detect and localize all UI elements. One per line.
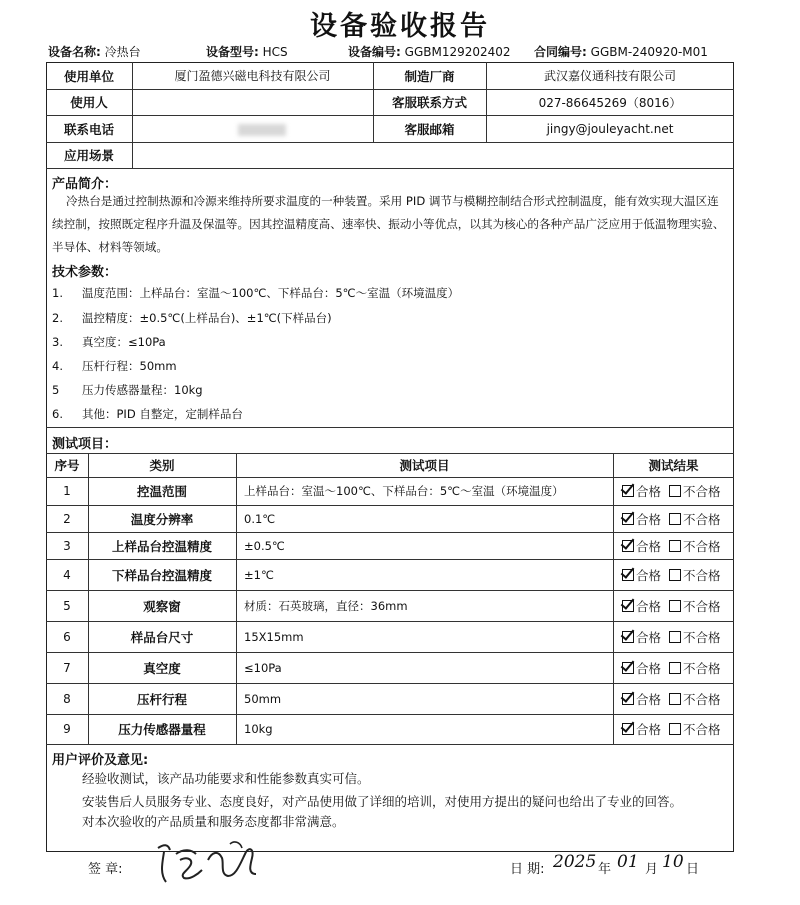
pass-label: 合格 [636, 691, 662, 707]
manufacturer-label: 制造厂商 [404, 68, 455, 84]
fail-checkbox[interactable] [669, 723, 681, 735]
tech-num: 5 [52, 383, 60, 397]
tests-heading: 测试项目： [52, 437, 118, 452]
pass-label: 合格 [636, 511, 662, 527]
evaluation-line: 安装售后人员服务专业、态度良好，对产品使用做了详细的培训，对使用方提出的疑问也给出了专业的回答。 [82, 794, 683, 809]
model-value: HCS [262, 45, 288, 59]
row-seq: 8 [63, 691, 71, 706]
row-category: 压杆行程 [136, 691, 187, 707]
fail-checkbox[interactable] [669, 600, 681, 612]
pass-label: 合格 [636, 538, 662, 554]
redacted-region [238, 124, 286, 136]
pass-label: 合格 [636, 567, 662, 583]
service-phone-value: 027-86645269（8016） [538, 95, 682, 110]
row-seq: 6 [63, 629, 71, 644]
row-item: 材质：石英玻璃，直径：36mm [244, 598, 408, 613]
fail-checkbox[interactable] [669, 513, 681, 525]
pass-checkbox[interactable] [622, 485, 634, 497]
row-item: 10kg [244, 722, 273, 736]
col-item-header: 测试项目 [399, 458, 450, 473]
user-unit-value: 厦门盈德兴磁电科技有限公司 [174, 69, 331, 83]
date-day: 10 [662, 852, 684, 872]
row-item: ±1℃ [244, 567, 274, 582]
contract-label: 合同编号: [534, 45, 587, 59]
row-category: 上样品台控温精度 [111, 538, 212, 554]
tech-item [52, 285, 459, 301]
date-month: 01 [617, 852, 639, 872]
model-label: 设备型号: [206, 45, 259, 59]
scene-value [132, 142, 732, 168]
row-seq: 7 [63, 660, 71, 675]
month-unit: 月 [645, 862, 659, 877]
row-seq: 2 [63, 511, 71, 526]
date-year: 2025 [553, 852, 597, 872]
row-category: 压力传感器量程 [118, 722, 206, 737]
user-label: 使用人 [70, 95, 108, 110]
fail-label: 不合格 [682, 511, 721, 527]
row-seq: 5 [63, 598, 71, 613]
tech-num: 6. [52, 407, 63, 421]
device-name-value: 冷热台 [104, 45, 141, 59]
tech-text: 真空度：≤10Pa [82, 335, 166, 349]
fail-label: 不合格 [682, 691, 721, 707]
row-category: 真空度 [143, 660, 181, 676]
date-label: 日 期: [510, 862, 545, 877]
row-result [622, 477, 720, 505]
serial-label: 设备编号: [348, 45, 401, 59]
signature-image [150, 830, 270, 890]
row-result [622, 590, 720, 621]
scene-label: 应用场景 [63, 148, 114, 163]
device-name-field [48, 43, 141, 60]
meta-row [48, 43, 748, 63]
serial-field [348, 43, 511, 60]
pass-checkbox[interactable] [622, 723, 634, 735]
fail-checkbox[interactable] [669, 485, 681, 497]
pass-checkbox[interactable] [622, 600, 634, 612]
col-category-header: 类别 [149, 458, 175, 473]
fail-label: 不合格 [682, 567, 721, 583]
row-seq: 1 [63, 484, 71, 498]
intro-paragraph [52, 190, 732, 259]
sign-label: 签 章: [88, 862, 123, 877]
pass-checkbox[interactable] [622, 569, 634, 581]
tech-item [52, 382, 203, 398]
fail-label: 不合格 [682, 598, 721, 614]
row-result [622, 621, 720, 652]
tech-heading: 技术参数： [52, 265, 118, 280]
fail-checkbox[interactable] [669, 631, 681, 643]
row-result [622, 559, 720, 590]
tech-num: 2. [52, 311, 63, 325]
row-item: 15X15mm [244, 629, 304, 644]
row-result [622, 505, 720, 532]
fail-label: 不合格 [682, 660, 721, 676]
row-item: ±0.5℃ [244, 538, 285, 553]
tech-num: 4. [52, 359, 63, 373]
day-unit: 日 [686, 862, 700, 877]
pass-label: 合格 [636, 722, 662, 737]
col-seq-header: 序号 [54, 458, 80, 473]
contract-field [534, 43, 708, 60]
tech-item [52, 310, 332, 326]
contract-value: GGBM-240920-M01 [590, 45, 708, 59]
evaluation-heading: 用户评价及意见: [52, 753, 149, 768]
col-result-header: 测试结果 [648, 458, 699, 473]
pass-checkbox[interactable] [622, 662, 634, 674]
row-seq: 3 [63, 538, 71, 553]
pass-label: 合格 [636, 484, 662, 499]
row-result [622, 532, 720, 559]
page-title: 设备验收报告 [310, 11, 490, 42]
pass-label: 合格 [636, 660, 662, 676]
tech-item [52, 358, 177, 374]
device-name-label: 设备名称: [48, 45, 101, 59]
intro-line: 续控制，按照既定程序升温及保温等。因其控温精度高、速率快、振动小等优点，以其为核心的各种产品广泛应用于低温物理实验、 [52, 217, 725, 231]
contact-label: 联系电话 [63, 121, 114, 137]
tech-num: 1. [52, 286, 63, 300]
pass-checkbox[interactable] [622, 693, 634, 705]
fail-checkbox[interactable] [669, 540, 681, 552]
user-unit-label: 使用单位 [63, 68, 114, 84]
fail-checkbox[interactable] [669, 662, 681, 674]
tech-num: 3. [52, 335, 63, 349]
tech-item [52, 406, 243, 422]
row-seq: 9 [63, 722, 71, 736]
tech-text: 压杆行程：50mm [82, 359, 177, 373]
row-result [622, 714, 720, 744]
pass-label: 合格 [636, 598, 662, 614]
row-category: 温度分辨率 [130, 511, 194, 527]
pass-checkbox[interactable] [622, 631, 634, 643]
row-category: 下样品台控温精度 [111, 567, 212, 583]
tech-item [52, 334, 166, 350]
row-item: 0.1℃ [244, 511, 276, 526]
fail-label: 不合格 [682, 722, 721, 737]
fail-label: 不合格 [682, 484, 721, 499]
tech-text: 其他：PID 自整定，定制样品台 [82, 407, 243, 421]
service-phone-label: 客服联系方式 [391, 95, 467, 110]
row-category: 观察窗 [143, 598, 181, 614]
row-category: 控温范围 [136, 484, 187, 499]
evaluation-line: 经验收测试，该产品功能要求和性能参数真实可信。 [82, 771, 370, 786]
pass-checkbox[interactable] [622, 540, 634, 552]
row-result [622, 683, 720, 714]
year-unit: 年 [598, 862, 612, 877]
user-value [132, 89, 373, 115]
evaluation-line: 对本次验收的产品质量和服务态度都非常满意。 [82, 814, 345, 829]
fail-checkbox[interactable] [669, 569, 681, 581]
row-item: 50mm [244, 691, 282, 706]
fail-checkbox[interactable] [669, 693, 681, 705]
tech-text: 温度范围：上样品台：室温～100℃、下样品台：5℃～室温（环境温度） [82, 286, 460, 300]
service-email-label: 客服邮箱 [404, 121, 455, 137]
row-item: ≤10Pa [244, 660, 282, 675]
fail-label: 不合格 [682, 538, 721, 554]
tech-text: 压力传感器量程：10kg [82, 383, 203, 397]
model-field [206, 43, 288, 60]
intro-line: 半导体、材料等领域。 [52, 240, 168, 254]
fail-label: 不合格 [682, 629, 721, 645]
manufacturer-value: 武汉嘉仪通科技有限公司 [543, 69, 676, 83]
row-result [622, 652, 720, 683]
row-seq: 4 [63, 567, 71, 582]
service-email-value: jingy@jouleyacht.net [546, 121, 674, 136]
intro-line: 冷热台是通过控制热源和冷源来维持所要求温度的一种装置。采用 PID 调节与模糊控制结合形式控制温度，能有效实现大温区连 [66, 194, 719, 208]
serial-value: GGBM129202402 [404, 45, 511, 59]
pass-checkbox[interactable] [622, 513, 634, 525]
tech-text: 温控精度：±0.5℃(上样品台)、±1℃(下样品台) [82, 311, 332, 325]
pass-label: 合格 [636, 629, 662, 645]
row-item: 上样品台：室温～100℃、下样品台：5℃～室温（环境温度） [244, 484, 564, 498]
row-category: 样品台尺寸 [130, 629, 194, 645]
intro-heading: 产品简介： [52, 177, 118, 192]
